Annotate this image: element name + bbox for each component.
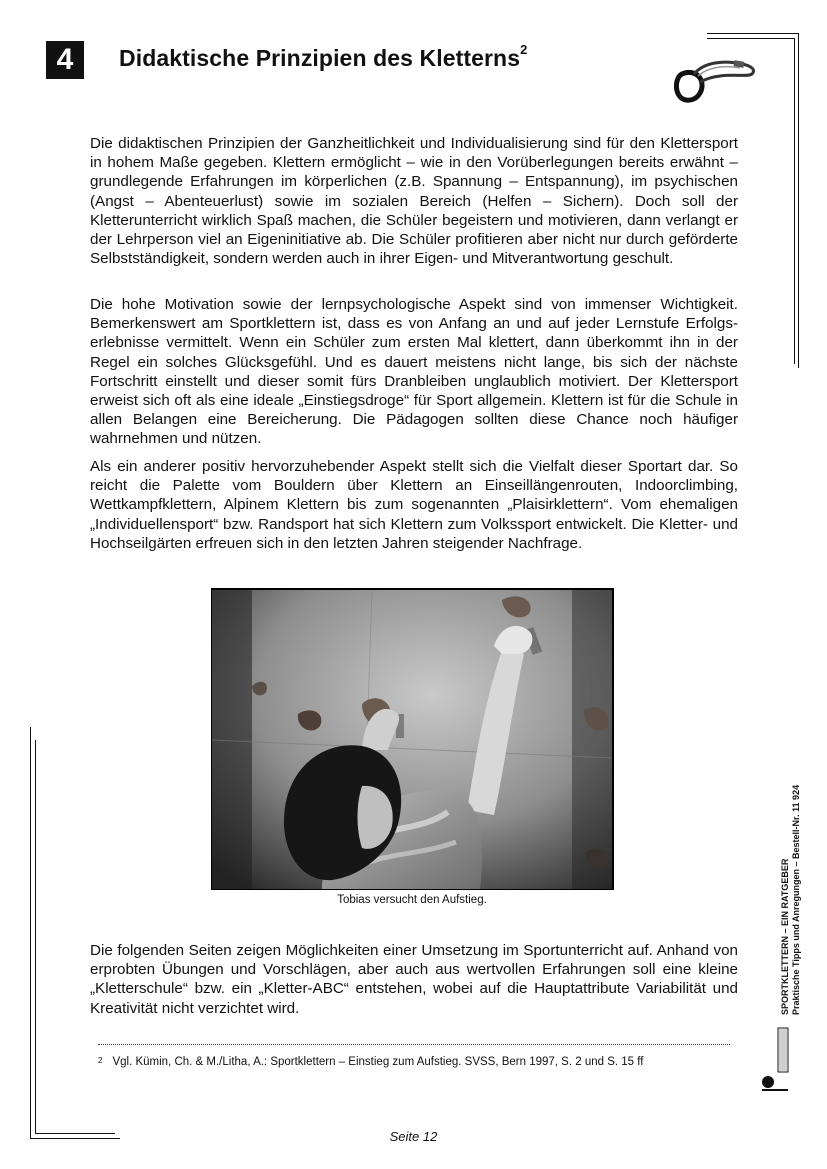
chapter-number-badge: 4 xyxy=(46,41,84,79)
paragraph-motivation: Die hohe Motivation sowie der lernpsychologische Aspekt sind von immenser Wichtigkeit. Bemerkenswert am Sportklettern ist, dass es von Anfang an und auf jeder Lernstufe Erfolgserlebnisse vermittelt. Wenn ein Schüler zum ersten Mal klettert, dann überkommt ihn in der Regel ein solches Glücksgefühl. Und es dauert meistens nicht lange, bis sich der nächste Fortschritt einstellt und dieser somit fürs Dranbleiben unglaublich motiviert. Der Klettersport erweist sich oft als eine ideale „Einstiegsdroge“ für Sport allgemein. Klettern ist für die Schule in allen Belangen eine Bereicherung. Die Pädagogen sollten diese Chance noch häufiger wahrnehmen und nützen. xyxy=(90,296,738,448)
footnote-text: Vgl. Kümin, Ch. & M./Litha, A.: Sportklettern – Einstieg zum Aufstieg. SVSS, Bern 1997, S. 2 und S. 15 ff xyxy=(112,1056,644,1068)
carabiner-icon xyxy=(664,52,760,104)
paragraph-didactic-principles: Die didaktischen Prinzipien der Ganzheitlichkeit und Individualisierung sind für den Klettersport in hohem Maße gegeben. Klettern ermöglicht – wie in den Vorüberlegungen bereits erwähnt – grundlegende Erfahrungen im körperlichen (z.B. Spannung – Entspannung), im psychischen (Angst – Abenteuerlust) sowie im sozialen Bereich (Helfen – Sichern). Doch soll der Kletterunterricht wirklich Spaß machen, die Schüler begeistern und motivieren, dann verlangt er der Lehrperson viel an Eigeninitiative ab. Die Schüler profitieren aber nicht nur durch geförderte Selbstständigkeit, sondern werden auch in ihrer Eigen- und Mitverantwortung geschult. xyxy=(90,135,738,268)
frame-bottom-left-vertical xyxy=(30,727,31,1139)
climbing-photo-illustration xyxy=(212,590,612,889)
side-series-subtitle: Praktische Tipps und Anregungen – Bestell-Nr. 11 924 xyxy=(790,784,801,1015)
paragraph-outlook: Die folgenden Seiten zeigen Möglichkeiten einer Umsetzung im Sportunterricht auf. Anhand von erprobten Übungen und Vorschlägen, aber auch aus wertvollen Erfahrungen soll eine kleine „Kletterschule“ bzw. ein „Kletter-ABC“ entstehen, wobei auf die Hauptattribute Variabilität und Kreativität nicht verzichtet wird. xyxy=(90,942,738,1017)
paragraph-variety: Als ein anderer positiv hervorzuhebender Aspekt stellt sich die Vielfalt dieser Sportart dar. So reicht die Palette vom Bouldern über Klettern an Einseillängenrouten, Indoorclimbing, Wettkampfklettern, Alpinem Klettern bis zum sogenannten „Plaisirklettern“. Vom ehemaligen „Individuellensport“ bzw. Randsport hat sich Klettern zum Volkssport entwickelt. Die Kletter- und Hochseilgärten erfreuen sich in den letzten Jahren steigender Nachfrage. xyxy=(90,458,738,552)
frame-top-right-vertical xyxy=(798,33,799,368)
title-footnote-ref: 2 xyxy=(520,42,528,58)
page-title xyxy=(119,42,528,72)
page-title-text: Didaktische Prinzipien des Kletterns xyxy=(119,45,521,71)
footnote-mark: 2 xyxy=(98,1056,103,1065)
side-series-label xyxy=(780,785,801,1015)
frame-top-right-vertical-inner xyxy=(794,38,795,364)
footnote-divider xyxy=(98,1044,730,1045)
page-number: Seite 12 xyxy=(389,1129,438,1144)
climbing-photo xyxy=(211,588,614,890)
frame-bottom-left-vertical-inner xyxy=(35,740,36,1134)
photo-caption: Tobias versucht den Aufstieg. xyxy=(337,894,487,906)
footnote xyxy=(98,1056,643,1068)
side-series-title: SPORTKLETTERN – EIN RATGEBER xyxy=(780,858,790,1015)
frame-top-right-horizontal xyxy=(707,33,799,34)
frame-top-right-horizontal-inner xyxy=(707,38,795,39)
publisher-logo-icon xyxy=(758,1020,798,1092)
